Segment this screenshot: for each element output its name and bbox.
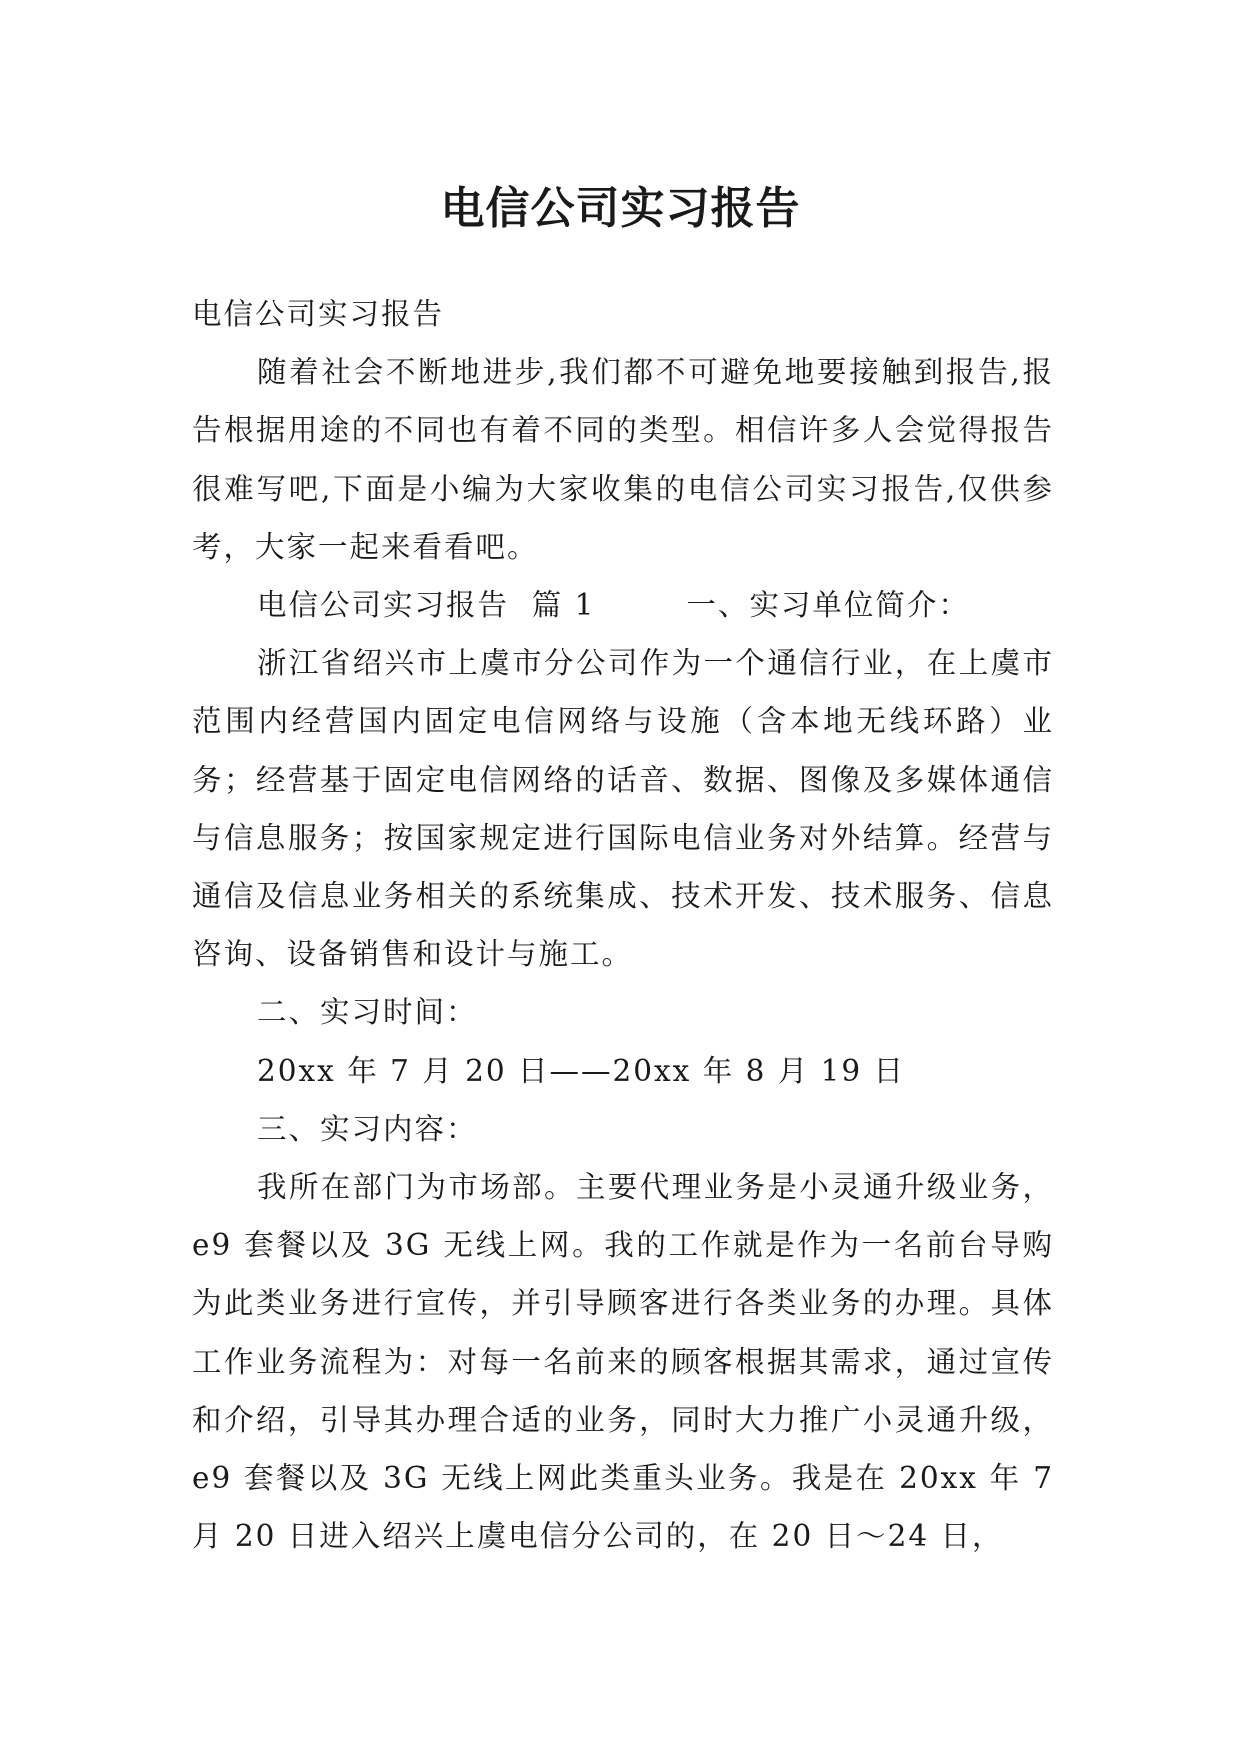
internship-content-paragraph: 我所在部门为市场部。主要代理业务是小灵通升级业务，e9 套餐以及 3G 无线上网。我的工作就是作为一名前台导购为此类业务进行宣传，并引导顾客进行各类业务的办理。具体工作业务流程为：对每一名前来的顾客根据其需求，通过宣传和介绍，引导其办理合适的业务，同时大力推广小灵通升级，e9 套餐以及 3G 无线上网此类重头业务。我是在 20xx 年 7 月 20 日进入绍兴上虞电信分公司的，在 20 日～24 日， xyxy=(192,1170,1054,1554)
internship-content-heading: 三、实习内容： xyxy=(257,1111,478,1146)
document-title: 电信公司实习报告 xyxy=(440,183,801,235)
unit-intro-paragraph: 浙江省绍兴市上虞市分公司作为一个通信行业，在上虞市范围内经营国内固定电信网络与设施（含本地无线环路）业务；经营基于固定电信网络的话音、数据、图像及多媒体通信与信息服务；按国家规定进行国际电信业务对外结算。经营与通信及信息业务相关的系统集成、技术开发、技术服务、信息咨询、设备销售和设计与施工。 xyxy=(192,646,1054,972)
intro-paragraph: 随着社会不断地进步,我们都不可避免地要接触到报告,报告根据用途的不同也有着不同的类型。相信许多人会觉得报告很难写吧,下面是小编为大家收集的电信公司实习报告,仅供参考，大家一起来看看吧。 xyxy=(192,355,1054,564)
internship-time-range: 20xx 年 7 月 20 日——20xx 年 8 月 19 日 xyxy=(257,1053,906,1088)
subtitle-line: 电信公司实习报告 xyxy=(192,297,445,331)
section-heading-line: 电信公司实习报告 篇 1 一、实习单位简介： xyxy=(257,588,970,623)
document-body xyxy=(192,285,1054,1565)
internship-time-heading: 二、实习时间： xyxy=(257,995,478,1030)
